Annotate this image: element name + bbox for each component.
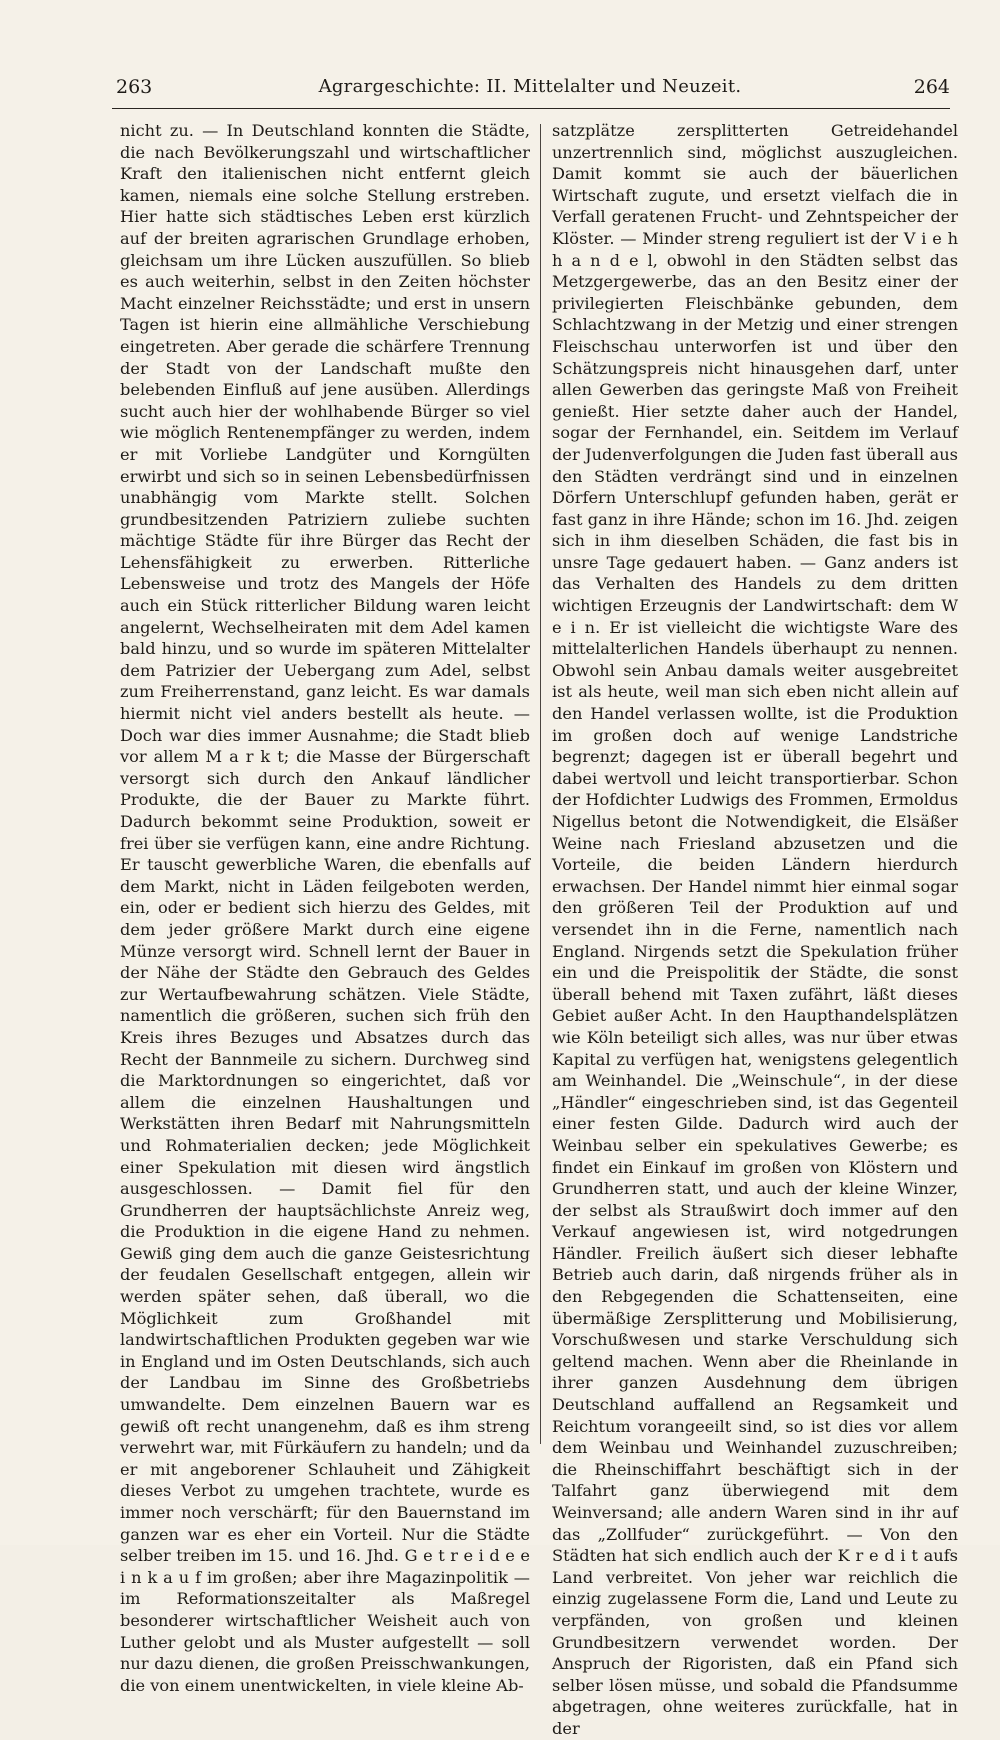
left-column-text: nicht zu. — In Deutschland konnten die Städte, die nach Bevölkerungszahl und wirtschaftlicher Kraft den italienischen nicht entfernt gleich kamen, niemals eine solche Stellung erstreben. Hier hatte sich städtisches Leben erst kürzlich auf der breiten agrarischen Grundlage erhoben, gleichsam um ihre Lücken auszufüllen. So blieb es auch weiterhin, selbst in den Zeiten höchster Macht einzelner Reichsstädte; und erst in unsern Tagen ist hierin eine allmähliche Verschiebung eingetreten. Aber gerade die schärfere Trennung der Stadt von der Landschaft mußte den belebenden Einfluß auf jene ausüben. Allerdings sucht auch hier der wohlhabende Bürger so viel wie möglich Rentenempfänger zu werden, indem er mit Vorliebe Landgüter und Korngülten erwirbt und sich so in seinen Lebensbedürfnissen unabhängig vom Markte stellt. Solchen grundbesitzenden Patriziern zuliebe suchten mächtige Städte für ihre Bürger das Recht der Lehensfähigkeit zu erwerben. Ritterliche Lebensweise und trotz des Mangels der Höfe auch ein Stück ritterlicher Bildung waren leicht angelernt, Wechselheiraten mit dem Adel kamen bald hinzu, und so wurde im späteren Mittelalter dem Patrizier der Uebergang zum Adel, selbst zum Freiherrenstand, ganz leicht. Es war damals hiermit nicht viel anders bestellt als heute. — Doch war dies immer Ausnahme; die Stadt blieb vor allem M a r k t; die Masse der Bürgerschaft versorgt sich durch den Ankauf ländlicher Produkte, die der Bauer zu Markte führt. Dadurch bekommt seine Produktion, soweit er frei über sie verfügen kann, eine andre Richtung. Er tauscht gewerbliche Waren, die ebenfalls auf dem Markt, nicht in Läden feilgeboten werden, ein, oder er bedient sich hierzu des Geldes, mit dem jeder größere Markt durch eine eigene Münze versorgt wird. Schnell lernt der Bauer in der Nähe der Städte den Gebrauch des Geldes zur Wertaufbewahrung schätzen. Viele Städte, namentlich die größeren, suchen sich früh den Kreis ihres Bezuges und Absatzes durch das Recht der Bannmeile zu sichern. Durchweg sind die Marktordnungen so eingerichtet, daß vor allem die einzelnen Haushaltungen und Werkstätten ihren Bedarf mit Nahrungsmitteln und Rohmaterialien decken; jede Möglichkeit einer Spekulation mit diesen wird ängstlich ausgeschlossen. — Damit fiel für den Grundherren der hauptsächlichste Anreiz weg, die Produktion in die eigene Hand zu nehmen. Gewiß ging dem auch die ganze Geistesrichtung der feudalen Gesellschaft entgegen, allein wir werden später sehen, daß überall, wo die Möglichkeit zum Großhandel mit landwirtschaftlichen Produkten gegeben war wie in England und im Osten Deutschlands, sich auch der Landbau im Sinne des Großbetriebs umwandelte. Dem einzelnen Bauern war es gewiß oft recht unangenehm, daß es ihm streng verwehrt war, mit Fürkäufern zu handeln; und da er mit angeborener Schlauheit und Zähigkeit dieses Verbot zu umgehen trachtete, wurde es immer noch verschärft; für den Bauernstand im ganzen war es eher ein Vorteil. Nur die Städte selber treiben im 15. und 16. Jhd. G e t r e i d e e i n k a u f im großen; aber ihre Magazinpolitik — im Reformationszeitalter als Maßregel besonderer wirtschaftlicher Weisheit auch von Luther gelobt und als Muster aufgestellt — soll nur dazu dienen, die großen Preisschwankungen, die von einem unentwickelten, in viele kleine Ab-	[120, 121, 530, 1695]
running-title: Agrargeschichte: II. Mittelalter und Neuzeit.	[318, 76, 742, 97]
column-divider	[540, 124, 541, 1444]
right-column-text: satzplätze zersplitterten Getreidehandel unzertrennlich sind, möglichst auszugleichen. Damit kommt sie auch der bäuerlichen Wirtschaft zugute, und ersetzt vielfach die in Verfall geratenen Frucht- und Zehntspeicher der Klöster. — Minder streng reguliert ist der V i e h h a n d e l, obwohl in den Städten selbst das Metzgergewerbe, das an den Besitz einer der privilegierten Fleischbänke gebunden, dem Schlachtzwang in der Metzig und einer strengen Fleischschau unterworfen ist und über den Schätzungspreis nicht hinausgehen darf, unter allen Gewerben das geringste Maß von Freiheit genießt. Hier setzte daher auch der Handel, sogar der Fernhandel, ein. Seitdem im Verlauf der Judenverfolgungen die Juden fast überall aus den Städten verdrängt sind und in einzelnen Dörfern Unterschlupf gefunden haben, gerät er fast ganz in ihre Hände; schon im 16. Jhd. zeigen sich in ihm dieselben Schäden, die fast bis in unsre Tage gedauert haben. — Ganz anders ist das Verhalten des Handels zu dem dritten wichtigen Erzeugnis der Landwirtschaft: dem W e i n. Er ist vielleicht die wichtigste Ware des mittelalterlichen Handels überhaupt zu nennen. Obwohl sein Anbau damals weiter ausgebreitet ist als heute, weil man sich eben nicht allein auf den Handel verlassen wollte, ist die Produktion im großen doch auf wenige Landstriche begrenzt; dagegen ist er überall begehrt und dabei wertvoll und leicht transportierbar. Schon der Hofdichter Ludwigs des Frommen, Ermoldus Nigellus betont die Notwendigkeit, die Elsäßer Weine nach Friesland abzusetzen und die Vorteile, die beiden Ländern hierdurch erwachsen. Der Handel nimmt hier einmal sogar den größeren Teil der Produktion auf und versendet ihn in die Ferne, namentlich nach England. Nirgends setzt die Spekulation früher ein und die Preispolitik der Städte, die sonst überall behend mit Taxen zufährt, läßt dieses Gebiet außer Acht. In den Haupthandelsplätzen wie Köln beteiligt sich alles, was nur über etwas Kapital zu verfügen hat, wenigstens gelegentlich am Weinhandel. Die „Weinschule“, in der diese „Händler“ eingeschrieben sind, ist das Gegenteil einer festen Gilde. Dadurch wird auch der Weinbau selber ein spekulatives Gewerbe; es findet ein Einkauf im großen von Klöstern und Grundherren statt, und auch der kleine Winzer, der selbst als Straußwirt doch immer auf den Verkauf angewiesen ist, wird notgedrungen Händler. Freilich äußert sich dieser lebhafte Betrieb auch darin, daß nirgends früher als in den Rebgegenden die Schattenseiten, eine übermäßige Zersplitterung und Mobilisierung, Vorschußwesen und starke Verschuldung sich geltend machen. Wenn aber die Rheinlande in ihrer ganzen Ausdehnung dem übrigen Deutschland auffallend an Regsamkeit und Reichtum vorangeeilt sind, so ist dies vor allem dem Weinbau und Weinhandel zuzuschreiben; die Rheinschiffahrt beschäftigt sich in der Talfahrt ganz überwiegend mit dem Weinversand; alle andern Waren sind in ihr auf das „Zollfuder“ zurückgeführt. — Von den Städten hat sich endlich auch der K r e d i t aufs Land verbreitet. Von jeher war reichlich die einzig zugelassene Form die, Land und Leute zu verpfänden, von großen und kleinen Grundbesitzern verwendet worden. Der Anspruch der Rigoristen, daß ein Pfand sich selber lösen müsse, und sobald die Pfandsumme abgetragen, ohne weiteres zurückfalle, hat in der	[552, 121, 958, 1738]
page-number-left: 263	[116, 76, 153, 98]
left-column	[120, 120, 530, 1696]
page-number-right: 264	[913, 76, 950, 98]
page-header	[110, 72, 950, 106]
right-column	[552, 120, 958, 1740]
header-rule	[112, 108, 950, 109]
